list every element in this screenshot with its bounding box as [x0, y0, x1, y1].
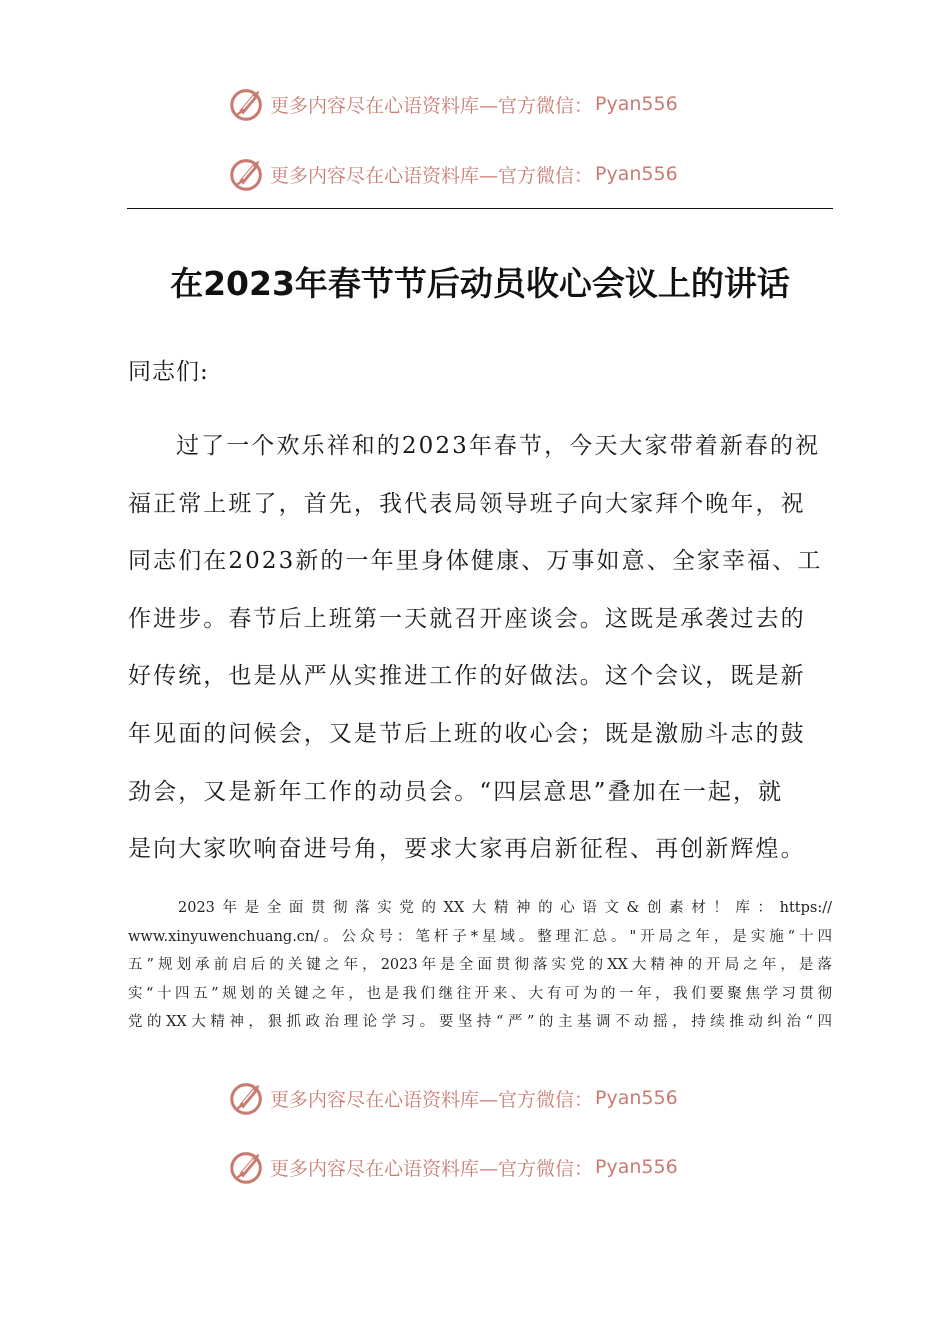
header-divider: [127, 208, 833, 209]
small-print-line: 五”规划承前启后的关键之年，2023年是全面贯彻落实党的XX大精神的开局之年，是落: [128, 957, 832, 974]
paragraph-line: 福正常上班了，首先，我代表局领导班子向大家拜个晚年，祝: [128, 490, 806, 517]
paragraph-line: 好传统，也是从严从实推进工作的好做法。这个会议，既是新: [128, 663, 806, 690]
pen-nib-logo-icon: [228, 85, 266, 123]
banner-wechat-id: Pyan556: [595, 93, 678, 115]
banner-wechat-id: Pyan556: [595, 163, 678, 185]
banner-text: 更多内容尽在心语资料库—官方微信：: [270, 1088, 594, 1111]
banner-wechat-id: Pyan556: [595, 1156, 678, 1178]
watermark-banner-top-1: [228, 84, 678, 124]
pen-nib-logo-icon: [228, 155, 266, 193]
paragraph-line: 是向大家吹响奋进号角，要求大家再启新征程、再创新辉煌。: [128, 836, 806, 863]
document-title: 在2023年春节节后动员收心会议上的讲话: [170, 264, 790, 303]
small-print-paragraph: [128, 894, 832, 1037]
watermark-banner-bottom-2: [228, 1147, 678, 1187]
small-print-line: 党的XX大精神，狠抓政治理论学习。要坚持“严”的主基调不动摇，持续推动纠治“四: [128, 1014, 832, 1031]
banner-text: 更多内容尽在心语资料库—官方微信：: [270, 1157, 594, 1180]
banner-text: 更多内容尽在心语资料库—官方微信：: [270, 164, 594, 187]
banner-wechat-id: Pyan556: [595, 1087, 678, 1109]
watermark-banner-bottom-1: [228, 1078, 678, 1118]
small-print-line: 2023年是全面贯彻落实党的XX大精神的心语文&创素材！库：https://: [178, 900, 832, 916]
pen-nib-logo-icon: [228, 1148, 266, 1186]
banner-text: 更多内容尽在心语资料库—官方微信：: [270, 94, 594, 117]
greeting: 同志们:: [128, 359, 209, 385]
body-paragraph: [128, 418, 830, 879]
small-print-line: 实“十四五”规划的关键之年，也是我们继往开来、大有可为的一年，我们要聚焦学习贯彻: [128, 985, 832, 1002]
paragraph-line: 过了一个欢乐祥和的2023年春节，今天大家带着新春的祝: [176, 433, 821, 459]
paragraph-line: 同志们在2023新的一年里身体健康、万事如意、全家幸福、工: [128, 548, 823, 575]
paragraph-line: 作进步。春节后上班第一天就召开座谈会。这既是承袭过去的: [128, 605, 806, 632]
small-print-line: www.xinyuwenchuang.cn/。公众号：笔杆子*星域。整理汇总。"开局之年，是实施“十四: [128, 928, 832, 945]
paragraph-line: 年见面的问候会，又是节后上班的收心会；既是激励斗志的鼓: [128, 720, 806, 747]
paragraph-line: 劲会，又是新年工作的动员会。“四层意思”叠加在一起，就: [128, 778, 784, 805]
pen-nib-logo-icon: [228, 1079, 266, 1117]
watermark-banner-top-2: [228, 154, 678, 194]
